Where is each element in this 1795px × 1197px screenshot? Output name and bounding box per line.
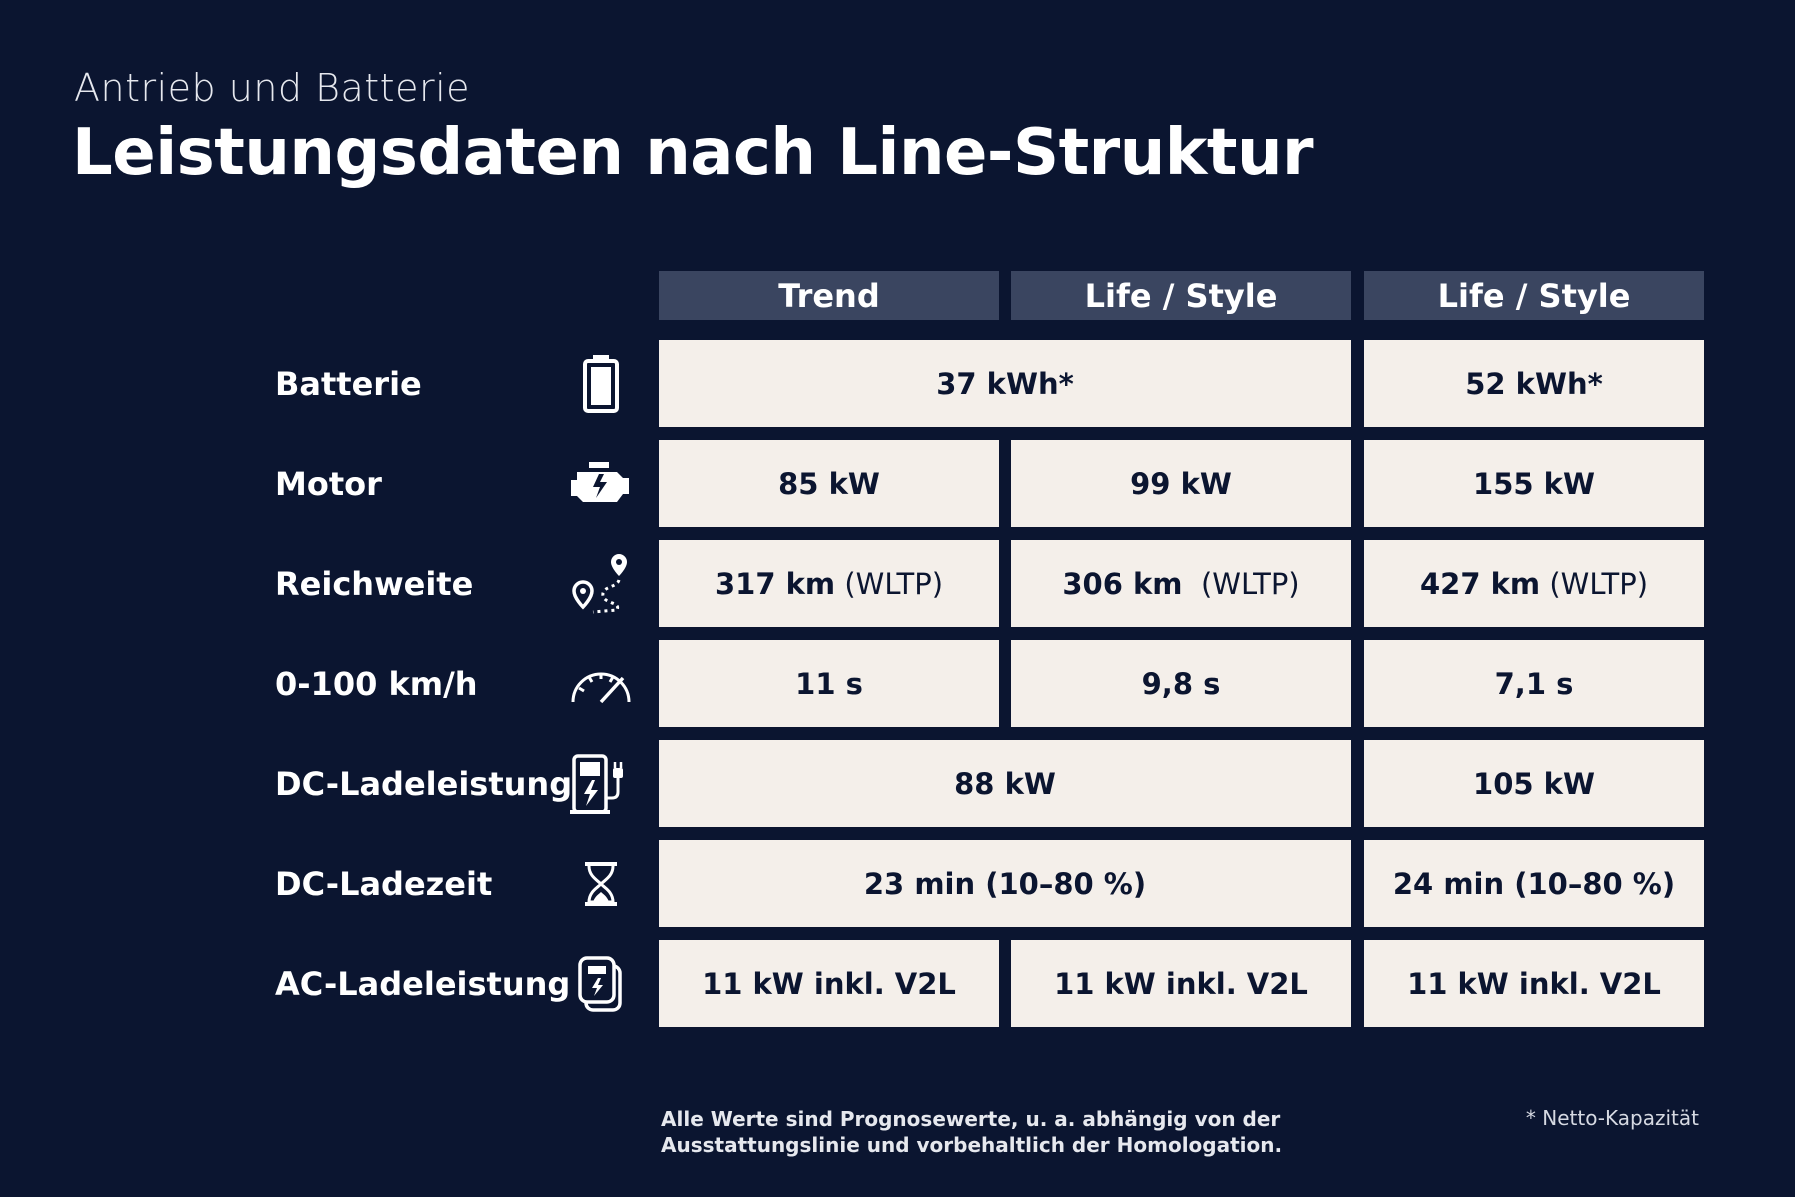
cell-value: 11 s: [795, 666, 863, 701]
cell-value: 105 kW: [1473, 766, 1595, 801]
cell-value: 306 km: [1062, 566, 1183, 601]
row-label: Reichweite: [275, 564, 474, 603]
column-header: Trend: [659, 271, 999, 320]
cell-suffix: (WLTP): [1182, 566, 1300, 601]
footnote-line-2: Ausstattungslinie und vorbehaltlich der Homologation.: [661, 1133, 1283, 1157]
asterisk-note: * Netto-Kapazität: [1525, 1106, 1699, 1130]
wallbox-icon: [566, 940, 636, 1027]
table-cell: [1364, 540, 1704, 627]
table-cell: [1011, 540, 1351, 627]
footnote-line-1: Alle Werte sind Prognosewerte, u. a. abhängig von der: [661, 1107, 1281, 1131]
column-header: Life / Style: [1364, 271, 1704, 320]
cell-value: 7,1 s: [1494, 666, 1574, 701]
cell-value: 317 km: [714, 566, 836, 601]
row-label: DC-Ladezeit: [275, 864, 493, 903]
cell-value: 11 kW inkl. V2L: [1407, 966, 1661, 1001]
page-subtitle: Antrieb und Batterie: [74, 66, 471, 110]
table-cell: [659, 640, 999, 727]
cell-value: 155 kW: [1473, 466, 1595, 501]
cell-value: 427 km: [1419, 566, 1541, 601]
footnote: [661, 1106, 1282, 1158]
table-cell: [1364, 740, 1704, 827]
table-cell: [1364, 840, 1704, 927]
cell-value: 99 kW: [1130, 466, 1232, 501]
cell-value: 85 kW: [778, 466, 880, 501]
cell-value: 23 min (10–80 %): [863, 866, 1147, 901]
table-cell: [659, 840, 1351, 927]
engine-icon: [566, 440, 636, 527]
table-cell: [1011, 940, 1351, 1027]
table-cell: [1364, 440, 1704, 527]
cell-value: 37 kWh*: [936, 366, 1074, 401]
table-cell: [1011, 440, 1351, 527]
table-cell: [1364, 940, 1704, 1027]
cell-suffix: (WLTP): [835, 566, 944, 601]
cell-value: 11 kW inkl. V2L: [702, 966, 956, 1001]
cell-suffix: (WLTP): [1540, 566, 1649, 601]
row-label: DC-Ladeleistung: [275, 764, 573, 803]
table-cell: [659, 340, 1351, 427]
hourglass-icon: [566, 840, 636, 927]
table-cell: [659, 540, 999, 627]
cell-value: 24 min (10–80 %): [1392, 866, 1676, 901]
route-icon: [566, 540, 636, 627]
cell-value: 11 kW inkl. V2L: [1054, 966, 1308, 1001]
cell-value: 52 kWh*: [1465, 366, 1603, 401]
charging-station-icon: [566, 740, 636, 827]
row-label: Batterie: [275, 364, 422, 403]
table-cell: [1011, 640, 1351, 727]
row-label: Motor: [275, 464, 382, 503]
table-cell: [659, 940, 999, 1027]
table-cell: [1364, 340, 1704, 427]
page-title: Leistungsdaten nach Line-Struktur: [72, 116, 1314, 190]
row-label: 0-100 km/h: [275, 664, 478, 703]
table-cell: [659, 440, 999, 527]
table-cell: [1364, 640, 1704, 727]
cell-value: 9,8 s: [1141, 666, 1221, 701]
table-cell: [659, 740, 1351, 827]
speedometer-icon: [566, 640, 636, 727]
battery-icon: [566, 340, 636, 427]
column-header: Life / Style: [1011, 271, 1351, 320]
row-label: AC-Ladeleistung: [275, 964, 571, 1003]
cell-value: 88 kW: [954, 766, 1056, 801]
